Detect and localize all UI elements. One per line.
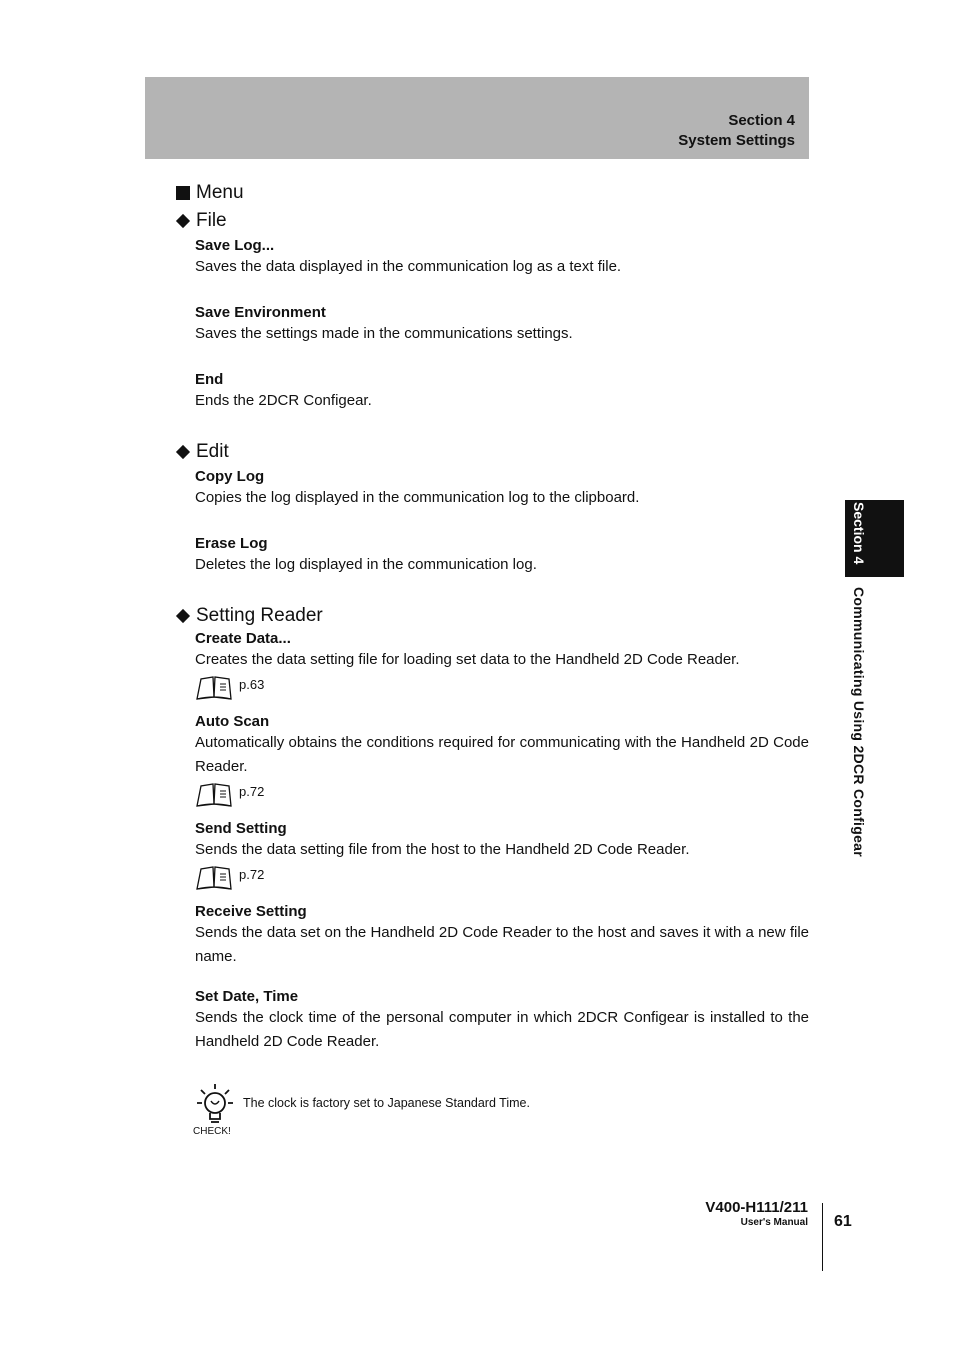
diamond-bullet-icon: [176, 214, 190, 228]
item-title: Receive Setting: [195, 903, 307, 920]
item-desc: Creates the data setting file for loading set data to the Handheld 2D Code Reader.: [195, 651, 740, 668]
menu-item: [195, 629, 809, 702]
item-desc: Sends the data set on the Handheld 2D Code Reader to the host and saves it with a new file name.: [195, 924, 809, 965]
book-reference-icon: [195, 782, 233, 808]
book-reference-icon: [195, 675, 233, 701]
diamond-bullet-icon: [176, 445, 190, 459]
menu-item: [195, 712, 809, 809]
menu-item: [195, 534, 809, 577]
side-tab-chapter: Communicating Using 2DCR Configear: [851, 587, 867, 857]
page-reference[interactable]: [195, 864, 809, 892]
group-heading-edit: [175, 439, 809, 465]
group-heading-label: Setting Reader: [196, 605, 323, 626]
check-text: The clock is factory set to Japanese Standard Time.: [243, 1096, 530, 1110]
check-note: [193, 1076, 809, 1136]
page-content: [175, 180, 809, 1136]
header-text: [678, 111, 795, 151]
item-title: Create Data...: [195, 630, 291, 647]
item-desc: Saves the data displayed in the communication log as a text file.: [195, 258, 622, 275]
group-heading-setting-reader: [175, 603, 809, 629]
group-heading-file: [175, 208, 809, 234]
item-title: Send Setting: [195, 820, 287, 837]
item-desc: Automatically obtains the conditions required for communicating with the Handheld 2D Code Reader.: [195, 734, 809, 775]
header-section: Section 4: [728, 112, 795, 129]
header-band: [145, 77, 809, 159]
item-desc: Saves the settings made in the communications settings.: [195, 325, 573, 342]
side-tab-section: Section 4: [851, 502, 867, 565]
footer-model: [705, 1199, 808, 1229]
menu-heading-label: Menu: [196, 182, 244, 203]
menu-item: [195, 987, 809, 1054]
menu-item: [195, 236, 809, 279]
footer-divider: [822, 1203, 823, 1271]
item-desc: Ends the 2DCR Configear.: [195, 392, 372, 409]
item-title: Set Date, Time: [195, 988, 299, 1005]
diamond-bullet-icon: [176, 609, 190, 623]
menu-item: [195, 370, 809, 413]
group-heading-label: Edit: [196, 441, 229, 462]
page-reference[interactable]: [195, 674, 809, 702]
check-label: CHECK!: [193, 1126, 231, 1136]
item-desc: Sends the clock time of the personal computer in which 2DCR Configear is installed to the Handheld 2D Code Reader.: [195, 1009, 809, 1050]
menu-item: [195, 467, 809, 510]
menu-item: [195, 819, 809, 892]
item-title: Copy Log: [195, 468, 265, 485]
item-title: Save Log...: [195, 237, 275, 254]
page-number: 61: [834, 1213, 852, 1230]
page-ref-label: p.72: [239, 783, 265, 799]
book-reference-icon: [195, 865, 233, 891]
header-title: System Settings: [678, 132, 795, 149]
menu-item: [195, 303, 809, 346]
item-desc: Sends the data setting file from the host to the Handheld 2D Code Reader.: [195, 841, 690, 858]
item-desc: Deletes the log displayed in the communication log.: [195, 556, 537, 573]
item-desc: Copies the log displayed in the communication log to the clipboard.: [195, 489, 640, 506]
square-bullet-icon: [176, 186, 190, 200]
footer-model-number: V400-H111/211: [705, 1199, 808, 1216]
menu-heading: [175, 180, 809, 206]
footer-manual-label: User's Manual: [740, 1217, 808, 1228]
page-ref-label: p.63: [239, 676, 265, 692]
item-title: Auto Scan: [195, 713, 270, 730]
item-title: Save Environment: [195, 304, 326, 321]
check-lightbulb-icon: [193, 1076, 237, 1136]
page-reference[interactable]: [195, 781, 809, 809]
item-title: End: [195, 371, 224, 388]
item-title: Erase Log: [195, 535, 268, 552]
menu-item: [195, 902, 809, 969]
page-ref-label: p.72: [239, 866, 265, 882]
group-heading-label: File: [196, 210, 227, 231]
